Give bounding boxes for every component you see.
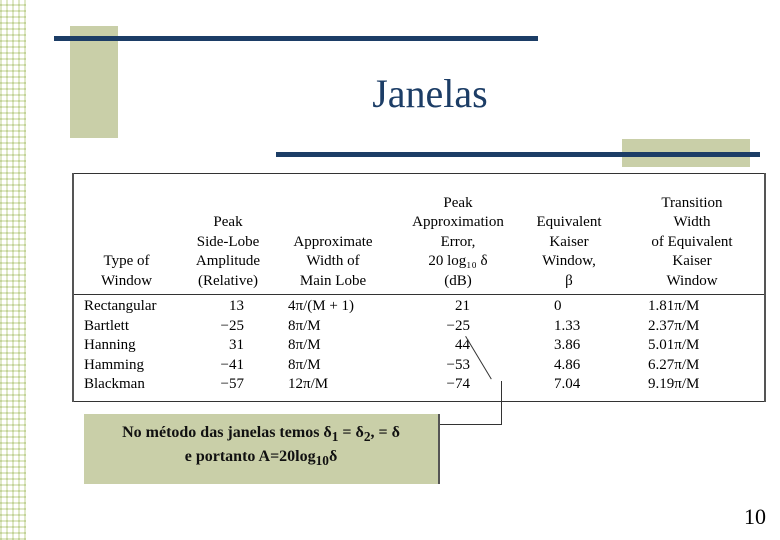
cell-window-name: Blackman bbox=[84, 376, 145, 393]
cell-transition-width: 2.37π/M bbox=[648, 317, 700, 334]
header-line: Main Lobe bbox=[299, 272, 367, 289]
header-line: Window bbox=[100, 272, 153, 289]
header-mainlobe-width bbox=[278, 181, 388, 291]
cell-mainlobe-width: 8π/M bbox=[288, 337, 321, 354]
cell-mainlobe-width: 8π/M bbox=[288, 356, 321, 373]
cell-approx-error: 44 bbox=[455, 337, 470, 354]
header-approx-error bbox=[400, 181, 516, 291]
header-line: Type of bbox=[103, 253, 150, 269]
header-line: Approximate bbox=[293, 233, 373, 250]
callout-text: , = δ bbox=[370, 424, 400, 441]
callout-connector-vertical bbox=[501, 381, 502, 425]
header-line: Kaiser bbox=[672, 253, 712, 269]
cell-sidelobe-amplitude: −41 bbox=[220, 356, 244, 373]
cell-sidelobe-amplitude: −57 bbox=[220, 376, 244, 393]
page-number: 10 bbox=[744, 504, 766, 529]
cell-sidelobe-amplitude: 13 bbox=[229, 298, 244, 314]
table-row bbox=[74, 375, 764, 395]
callout-text: No método das janelas temos δ bbox=[122, 424, 332, 441]
header-line: Window bbox=[666, 272, 718, 289]
cell-window-name: Hamming bbox=[84, 356, 144, 373]
table-row bbox=[74, 336, 764, 356]
header-line: Width bbox=[673, 214, 711, 230]
header-line: Width of bbox=[306, 253, 360, 269]
cell-approx-error: −74 bbox=[446, 376, 470, 393]
decor-block-left bbox=[70, 26, 118, 138]
header-peak-sidelobe bbox=[184, 181, 272, 291]
header-kaiser-beta bbox=[526, 181, 612, 291]
cell-window-name: Hanning bbox=[84, 337, 136, 354]
cell-approx-error: −25 bbox=[446, 317, 470, 334]
table-body bbox=[74, 297, 764, 395]
header-line: Equivalent bbox=[536, 214, 602, 230]
header-line: Peak bbox=[213, 214, 243, 230]
callout-subscript: 2 bbox=[363, 429, 371, 445]
cell-mainlobe-width: 12π/M bbox=[288, 376, 329, 393]
table-row bbox=[74, 317, 764, 337]
callout-line-1 bbox=[84, 423, 438, 447]
slide-title: Janelas bbox=[372, 71, 488, 116]
cell-transition-width: 6.27π/M bbox=[648, 356, 700, 373]
table-row bbox=[74, 297, 764, 317]
table-row bbox=[74, 356, 764, 376]
cell-mainlobe-width: 4π/(M + 1) bbox=[288, 298, 355, 314]
cell-sidelobe-amplitude: 31 bbox=[229, 337, 244, 354]
header-line: Side-Lobe bbox=[196, 233, 260, 250]
cell-approx-error: −53 bbox=[446, 356, 470, 373]
cell-mainlobe-width: 8π/M bbox=[288, 317, 321, 334]
cell-kaiser-beta: 1.33 bbox=[554, 317, 581, 334]
cell-kaiser-beta: 7.04 bbox=[554, 376, 581, 393]
header-line: Approximation bbox=[412, 214, 504, 230]
header-line: (dB) bbox=[444, 272, 472, 289]
table-rule-bottom bbox=[74, 401, 764, 402]
header-line: Kaiser bbox=[549, 233, 589, 250]
cell-kaiser-beta: 0 bbox=[554, 298, 562, 314]
table-rule-top bbox=[74, 173, 764, 174]
table-border-right bbox=[764, 173, 766, 402]
header-line: Transition bbox=[661, 194, 723, 211]
decor-bar-bottom bbox=[276, 152, 760, 157]
header-transition-width bbox=[622, 181, 762, 291]
header-window-type bbox=[74, 181, 179, 291]
callout-line-2 bbox=[84, 447, 438, 471]
callout-subscript: 1 bbox=[331, 429, 339, 445]
decor-bar-top bbox=[54, 36, 538, 41]
callout-connector-horizontal bbox=[440, 424, 502, 425]
header-line: (Relative) bbox=[198, 272, 258, 289]
cell-sidelobe-amplitude: −25 bbox=[220, 317, 244, 334]
header-line: 20 log₁₀ δ bbox=[428, 253, 488, 269]
callout-note bbox=[84, 414, 440, 484]
side-pattern-decoration bbox=[0, 0, 26, 540]
cell-transition-width: 9.19π/M bbox=[648, 376, 700, 393]
callout-text: e portanto A=20log bbox=[184, 448, 316, 466]
header-line: Error, bbox=[440, 233, 476, 250]
cell-kaiser-beta: 4.86 bbox=[554, 356, 581, 373]
callout-text: = δ bbox=[338, 424, 364, 441]
cell-window-name: Rectangular bbox=[84, 298, 157, 314]
cell-transition-width: 5.01π/M bbox=[648, 337, 700, 354]
header-line: Window, bbox=[542, 253, 596, 269]
cell-approx-error: 21 bbox=[455, 298, 470, 314]
table-rule-header bbox=[74, 294, 764, 295]
cell-kaiser-beta: 3.86 bbox=[554, 337, 581, 354]
header-line: Amplitude bbox=[195, 253, 261, 269]
callout-subscript: 10 bbox=[315, 453, 329, 469]
header-line: Peak bbox=[443, 194, 473, 211]
header-line: of Equivalent bbox=[651, 233, 733, 250]
header-line: β bbox=[565, 272, 573, 289]
cell-transition-width: 1.81π/M bbox=[648, 298, 700, 314]
callout-text: δ bbox=[328, 448, 338, 466]
cell-window-name: Bartlett bbox=[84, 317, 129, 334]
